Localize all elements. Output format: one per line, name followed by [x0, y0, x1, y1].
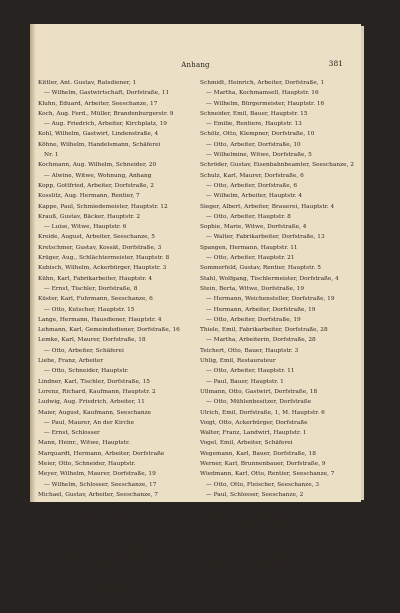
directory-entry: Michael, Gustav, Arbeiter, Seeschanze, 7	[38, 491, 158, 498]
directory-entry: Sieger, Albert, Arbeiter, Brauerei, Hauptstr. 4	[200, 203, 335, 210]
directory-entry: Schmidt, Heinrich, Arbeiter, Dorfstraße, 1	[200, 80, 325, 86]
directory-entry: — Otto, Otto, Fleischer, Seeschanze, 3	[206, 481, 320, 488]
page-edge	[361, 26, 364, 500]
directory-entry: Schneider, Emil, Bauer, Hauptstr. 15	[200, 110, 308, 117]
directory-entry: — Paul, Maurer, An der Kirche	[44, 419, 135, 426]
directory-entry: Kappe, Paul, Schmiedemeister, Hauptstr. 12	[38, 203, 168, 210]
left-column	[38, 78, 185, 613]
directory-entry: — Wilhelm, Schlosser, Seeschanze, 17	[44, 481, 157, 488]
directory-entry: Lindner, Karl, Tischler, Dorfstraße, 15	[38, 378, 150, 385]
directory-entry: Schulze, Gust. Hermann, Rentier, 1	[38, 584, 143, 591]
directory-entry: Kreide, August, Arbeiter, Seeschanze, 5	[38, 234, 155, 241]
directory-entry: — Otto, Arbeiter, Hauptstr. 8	[206, 213, 291, 220]
directory-entry: Müller, Otto, Bäckermeister, Dorfstraße, 20	[38, 522, 167, 529]
directory-entry: — Luise, Witwe, Hauptstr. 6	[44, 224, 127, 231]
directory-entry: — Otto, Mühlenbesitzer, Dorfstraße	[206, 399, 312, 406]
directory-entry: Voigt, Otto, Ackerbürger, Dorfstraße	[200, 419, 308, 426]
directory-entry: Möller, Franz, Brauer, Dorfstraße, 1	[38, 502, 144, 509]
directory-entry: — Alwine, Witwe, Wohnung, Anhang	[44, 172, 152, 179]
directory-entry: Uhlig, Emil, Restaurateur	[200, 358, 276, 365]
directory-entry: Kluhn, Eduard, Arbeiter, Seeschanze, 17	[38, 100, 158, 107]
directory-entry: — Otto, Schneider, Hauptstr.	[44, 368, 129, 375]
directory-entry: Sommerfeld, Gustav, Rentier, Hauptstr. 5	[200, 265, 321, 272]
directory-entry: — Martha, Arbeiterin, Dorfstraße, 28	[206, 337, 316, 344]
directory-entry: Kretschmer, Gustav, Kossät, Dorfstraße, 3	[38, 244, 162, 251]
directory-entry: Zimmer, Hermann, Bauer, Hauptstr. 28	[200, 563, 315, 570]
directory-entry: Krüger, Aug., Schlächtermeister, Hauptstr. 8	[38, 255, 170, 262]
directory-entry: — Otto, Arbeiter, Dorfstraße, 10	[206, 141, 301, 148]
directory-entry: Thiele, Emil, Fabrikarbeiter, Dorfstraße, 28	[200, 327, 328, 334]
directory-entry: — Aug. Friedrich, Arbeiter, Kirchplatz, 19	[44, 121, 167, 128]
directory-entry: — Otto, Maurer, Hauptstr. 8	[44, 574, 127, 581]
directory-entry: Maier, August, Kaufmann, Seeschanze	[38, 409, 152, 416]
directory-entry: Ullmann, Otto, Gastwirt, Dorfstraße, 18	[200, 388, 318, 395]
directory-entry: — Wilhelm, Bürgermeister, Hauptstr. 16	[206, 100, 325, 107]
directory-entry: Nr. 1	[44, 152, 59, 159]
directory-entry: — Wilhelm, Obstpächter i. R., Hauptstr. 2	[44, 605, 167, 612]
page-number: 381	[328, 59, 343, 68]
directory-entry: — Paul, Schlosser, Seeschanze, 2	[206, 491, 304, 498]
directory-entry: Stahl, Wolfgang, Tischlermeister, Dorfstraße, 4	[200, 275, 339, 282]
directory-entry: — Ernst, Schlosser	[44, 430, 100, 437]
directory-entry: Köhne, Wilhelm, Handelsmann, Schäferei	[38, 141, 161, 148]
directory-entry: — Karl, Maurer, Hauptstr. 17	[206, 533, 292, 540]
directory-entry: — Paul, Bauer, Hauptstr. 1	[206, 378, 284, 385]
directory-entry: Ludwig, Aug. Friedrich, Arbeiter, 11	[38, 399, 145, 406]
directory-entry: — Wilhelm, Arbeiter, Hauptstr. 4	[206, 193, 303, 200]
directory-entry: Schölz, Otto, Klempner, Dorfstraße, 10	[200, 131, 315, 138]
directory-entry: Vogel, Emil, Arbeiter, Schäferei	[200, 440, 293, 447]
directory-entry: Krauß, Gustav, Bäcker, Hauptstr. 2	[38, 213, 141, 220]
directory-entry: Meier, Otto, Schneider, Hauptstr.	[38, 460, 136, 467]
directory-entry: Mann, Heinr., Witwe, Hauptstr.	[38, 440, 130, 447]
directory-entry: Marquardt, Hermann, Arbeiter, Dorfstraße	[38, 450, 165, 457]
directory-entry: — Ernst, Tischler, Dorfstraße, 8	[44, 285, 138, 292]
directory-entry: Kohl, Wilhelm, Gastwirt, Lindenstraße, 4	[38, 131, 159, 138]
directory-entry: Kittler, Ant. Gustav, Ratsdiener, 1	[38, 80, 137, 86]
directory-entry: Nickel, Ernst, Kutscher, Seeschanze, 4	[38, 543, 152, 550]
directory-entry: Wiedmann, Karl, Otto, Rentier, Seeschanze, 7	[200, 471, 335, 478]
directory-entry: Kochmann, Aug. Wilhelm, Schneider, 20	[38, 162, 157, 169]
directory-entry: Kosslitz, Aug. Hermann, Rentier, 7	[38, 193, 140, 200]
directory-entry: Meyer, Wilhelm, Maurer, Dorfstraße, 19	[38, 471, 156, 478]
directory-entry: Kühn, Karl, Fabrikarbeiter, Hauptstr. 4	[38, 275, 153, 282]
directory-entry: Kopp, Gottfried, Arbeiter, Dorfstraße, 2	[38, 182, 154, 189]
book-page	[30, 24, 361, 612]
directory-entry: Lorenz, Richard, Kaufmann, Hauptstr. 2	[38, 388, 156, 395]
directory-entry: Stein, Berta, Witwe, Dorfstraße, 19	[200, 285, 305, 292]
directory-entry: — Otto, Arbeiter, Dorfstraße, 6	[206, 182, 298, 189]
directory-entry: Winkler, Karl, Arbeiter, Dorfstraße, 14	[200, 512, 313, 519]
directory-entry: Schulz, Karl, Maurer, Dorfstraße, 6	[200, 172, 304, 179]
directory-entry: Koch, Aug. Ferd., Müller, Brandenburgerstr. 9	[38, 110, 174, 117]
directory-entry: Zilius, Karl, Arbeiter, Seeschanze, 21	[200, 543, 310, 550]
directory-entry: Spangen, Hermann, Hauptstr. 11	[200, 244, 298, 251]
directory-entry: — Otto, Arbeiter, Hauptstr. 21	[206, 255, 295, 262]
directory-entry: Wegemann, Karl, Bauer, Dorfstraße, 18	[200, 450, 316, 457]
directory-entry: — Hermann, Arbeiter, Dorfstraße, 19	[206, 306, 316, 313]
directory-entry: Teichert, Otto, Bauer, Hauptstr. 3	[200, 347, 299, 354]
directory-entry: Küster, Karl, Fuhrmann, Seeschanze, 6	[38, 296, 153, 303]
directory-entry: Lemke, Karl, Maurer, Dorfstraße, 18	[38, 337, 146, 344]
directory-entry: Sophie, Marie, Witwe, Dorfstraße, 4	[200, 224, 307, 231]
directory-entry: Lange, Hermann, Hausdiener, Hauptstr. 4	[38, 316, 162, 323]
page-gutter	[30, 24, 36, 502]
running-title: Anhang	[181, 61, 210, 69]
directory-entry: — Otto, Maurer, Dorfstraße, 12	[206, 553, 299, 560]
directory-entry: Walter, Franz, Landwirt, Hauptstr. 1	[200, 430, 307, 437]
directory-entry: Neumann, Emil, Arbeiter, Seeschanze, 15	[38, 533, 161, 540]
directory-entry: — Emilie, Rentiere, Hauptstr. 13	[206, 121, 302, 128]
directory-entry: — Karl, Stellmacher, Hauptstr. 1	[44, 512, 140, 519]
directory-entry: Liebe, Franz, Arbeiter	[38, 358, 104, 365]
directory-entry: Ulrich, Emil, Dorfstraße, 1, M. Hauptstr. 6	[200, 409, 325, 416]
directory-entry: — Otto, Schneider, Hauptstr. 9	[206, 502, 297, 509]
right-column	[200, 78, 354, 572]
directory-entry: — Hermann, Weichensteller, Dorfstraße, 19	[206, 296, 335, 303]
directory-entry: — Otto, Arbeiter, Auf dem Berge, Hauptstr. 20	[206, 522, 343, 529]
directory-entry: — Otto, Kutscher, Hauptstr. 15	[44, 306, 135, 313]
directory-entry: — Wilhelmine, Witwe, Dorfstraße, 5	[206, 152, 312, 159]
directory-entry: Werner, Karl, Brunnenbauer, Dorfstraße, 9	[200, 460, 326, 467]
directory-entry: — Otto, Arbeiter, Dorfstraße, 19	[206, 316, 301, 323]
directory-entry: Schröder, Gustav, Eisenbahnbeamter, Seeschanze, 2	[200, 162, 354, 169]
directory-entry: — Martha, Kochmamsell, Hauptstr. 16	[206, 90, 319, 97]
directory-entry: Nitsche, Ernst, Arbeiter, Hauptstr. 8	[38, 553, 145, 560]
directory-entry: Lehmann, Karl, Gemeindediener, Dorfstraße, 16	[38, 327, 180, 334]
directory-entry: Nowak, Otto, Restaurateur, Hauptstr. 18	[38, 563, 158, 570]
directory-entry: — Hermann, Arbeiter, Seeschanze, 21	[44, 594, 157, 601]
directory-entry: — Otto, Arbeiter, Schäferei	[44, 347, 124, 354]
directory-entry: — Walter, Fabrikarbeiter, Dorfstraße, 13	[206, 234, 325, 241]
directory-entry: — Wilhelm, Gastwirtschaft, Dorfstraße, 11	[44, 90, 170, 97]
directory-entry: Kubisch, Wilhelm, Ackerbürger, Hauptstr. 3	[38, 265, 167, 272]
directory-entry: — Otto, Arbeiter, Hauptstr. 11	[206, 368, 295, 375]
